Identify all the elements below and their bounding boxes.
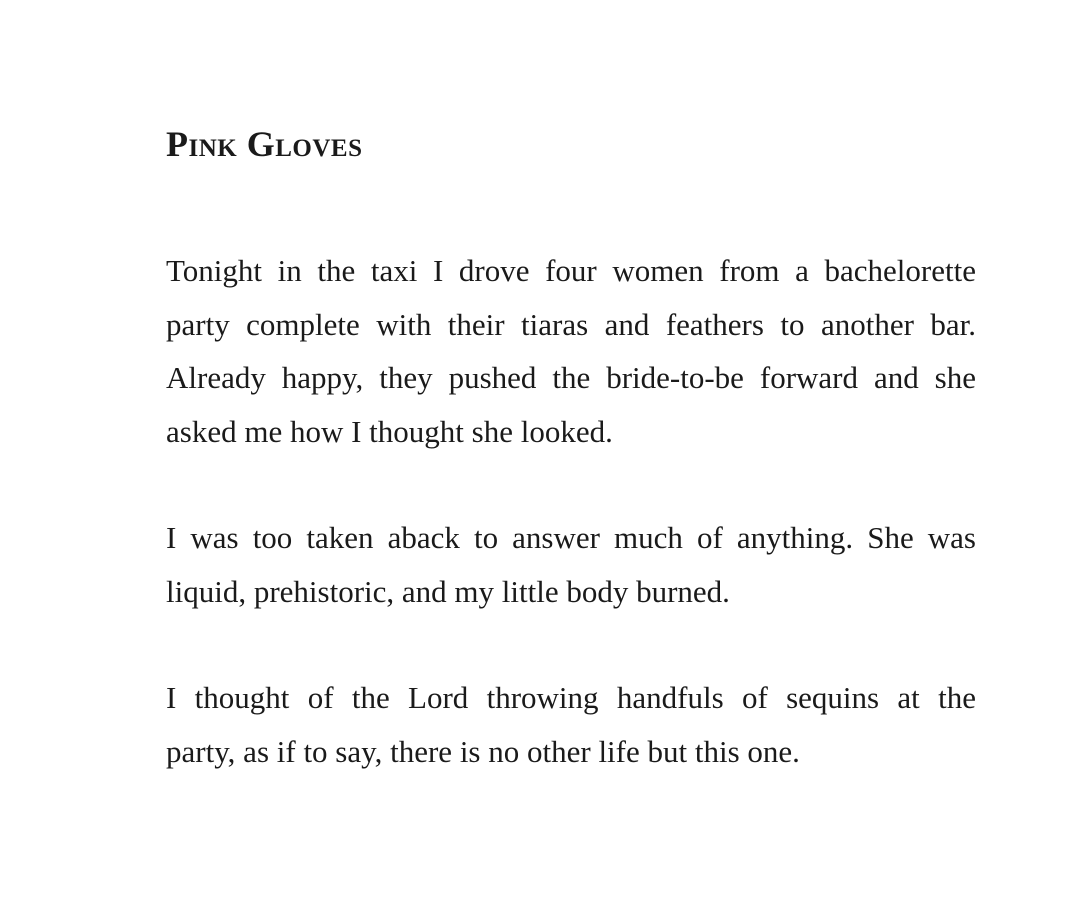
stanza-3 <box>166 671 976 778</box>
stanza-line: Tonight in the taxi I drove four women from a bachelorette <box>166 253 976 288</box>
stanza-2 <box>166 511 976 618</box>
stanza-line: liquid, prehistoric, and my little body burned. <box>166 573 730 609</box>
poem-title: Pink Gloves <box>166 124 363 164</box>
poem-body <box>166 244 976 831</box>
stanza-line: Already happy, they pushed the bride-to-be forward and she <box>166 360 976 395</box>
stanza-line: party, as if to say, there is no other life but this one. <box>166 733 800 769</box>
stanza-1 <box>166 244 976 458</box>
stanza-line: I thought of the Lord throwing handfuls of sequins at the <box>166 680 976 715</box>
stanza-line: party complete with their tiaras and feathers to another bar. <box>166 306 976 342</box>
stanza-line: asked me how I thought she looked. <box>166 413 613 449</box>
stanza-line: I was too taken aback to answer much of anything. She was <box>166 520 976 555</box>
